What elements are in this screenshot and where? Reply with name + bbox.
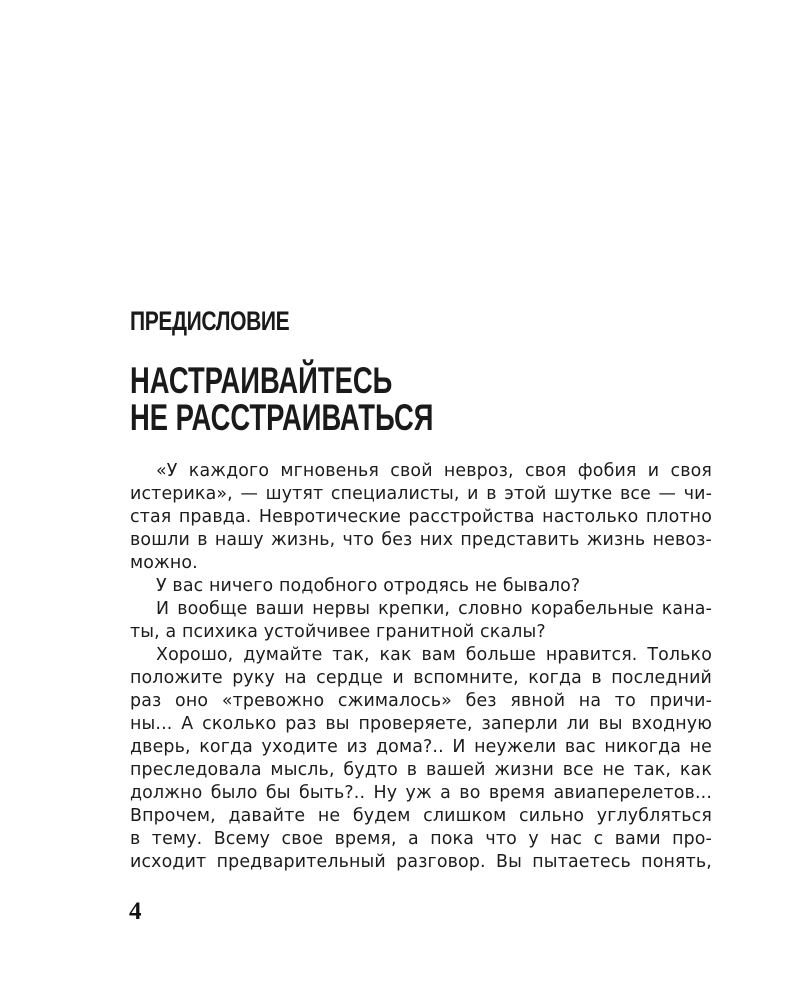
text-line: в тему. Всему свое время, а пока что у нас с вами про- (130, 829, 712, 849)
text-line: положите руку на сердце и вспомните, когда в последний (130, 668, 712, 688)
text-line: можно. (130, 553, 198, 573)
text-line: должно было бы быть?.. Ну уж а во время авиаперелетов... (130, 783, 712, 803)
body-text (130, 460, 712, 874)
chapter-title (130, 362, 574, 436)
text-line: преследовала мысль, будто в вашей жизни все не так, как (130, 760, 712, 780)
text-line: исходит предварительный разговор. Вы пытаетесь понять, (130, 852, 712, 872)
chapter-title-line-1: НАСТРАИВАЙТЕСЬ (130, 360, 393, 401)
text-line: стая правда. Невротические расстройства настолько плотно (130, 507, 712, 527)
text-line: Хорошо, думайте так, как вам больше нравится. Только (156, 645, 712, 665)
page-number: 4 (129, 898, 142, 925)
text-line: раз оно «тревожно сжималось» без явной на то причи- (130, 691, 712, 711)
section-label: ПРЕДИСЛОВИЕ (130, 306, 290, 336)
text-line: У вас ничего подобного отродясь не бывало? (156, 576, 581, 596)
text-line: истерика», — шутят специалисты, и в этой шутке все — чи- (130, 484, 712, 504)
text-line: дверь, когда уходите из дома?.. И неужели вас никогда не (130, 737, 712, 757)
text-line: И вообще ваши нервы крепки, словно корабельные кана- (156, 599, 712, 619)
chapter-title-line-2: НЕ РАССТРАИВАТЬСЯ (130, 397, 434, 438)
text-line: Впрочем, давайте не будем слишком сильно углубляться (130, 806, 712, 826)
text-line: ты, а психика устойчивее гранитной скалы? (130, 622, 546, 642)
text-line: вошли в нашу жизнь, что без них представить жизнь невоз- (130, 530, 712, 550)
text-line: «У каждого мгновенья свой невроз, своя фобия и своя (156, 461, 712, 481)
text-line: ны... А сколько раз вы проверяете, заперли ли вы входную (130, 714, 712, 734)
